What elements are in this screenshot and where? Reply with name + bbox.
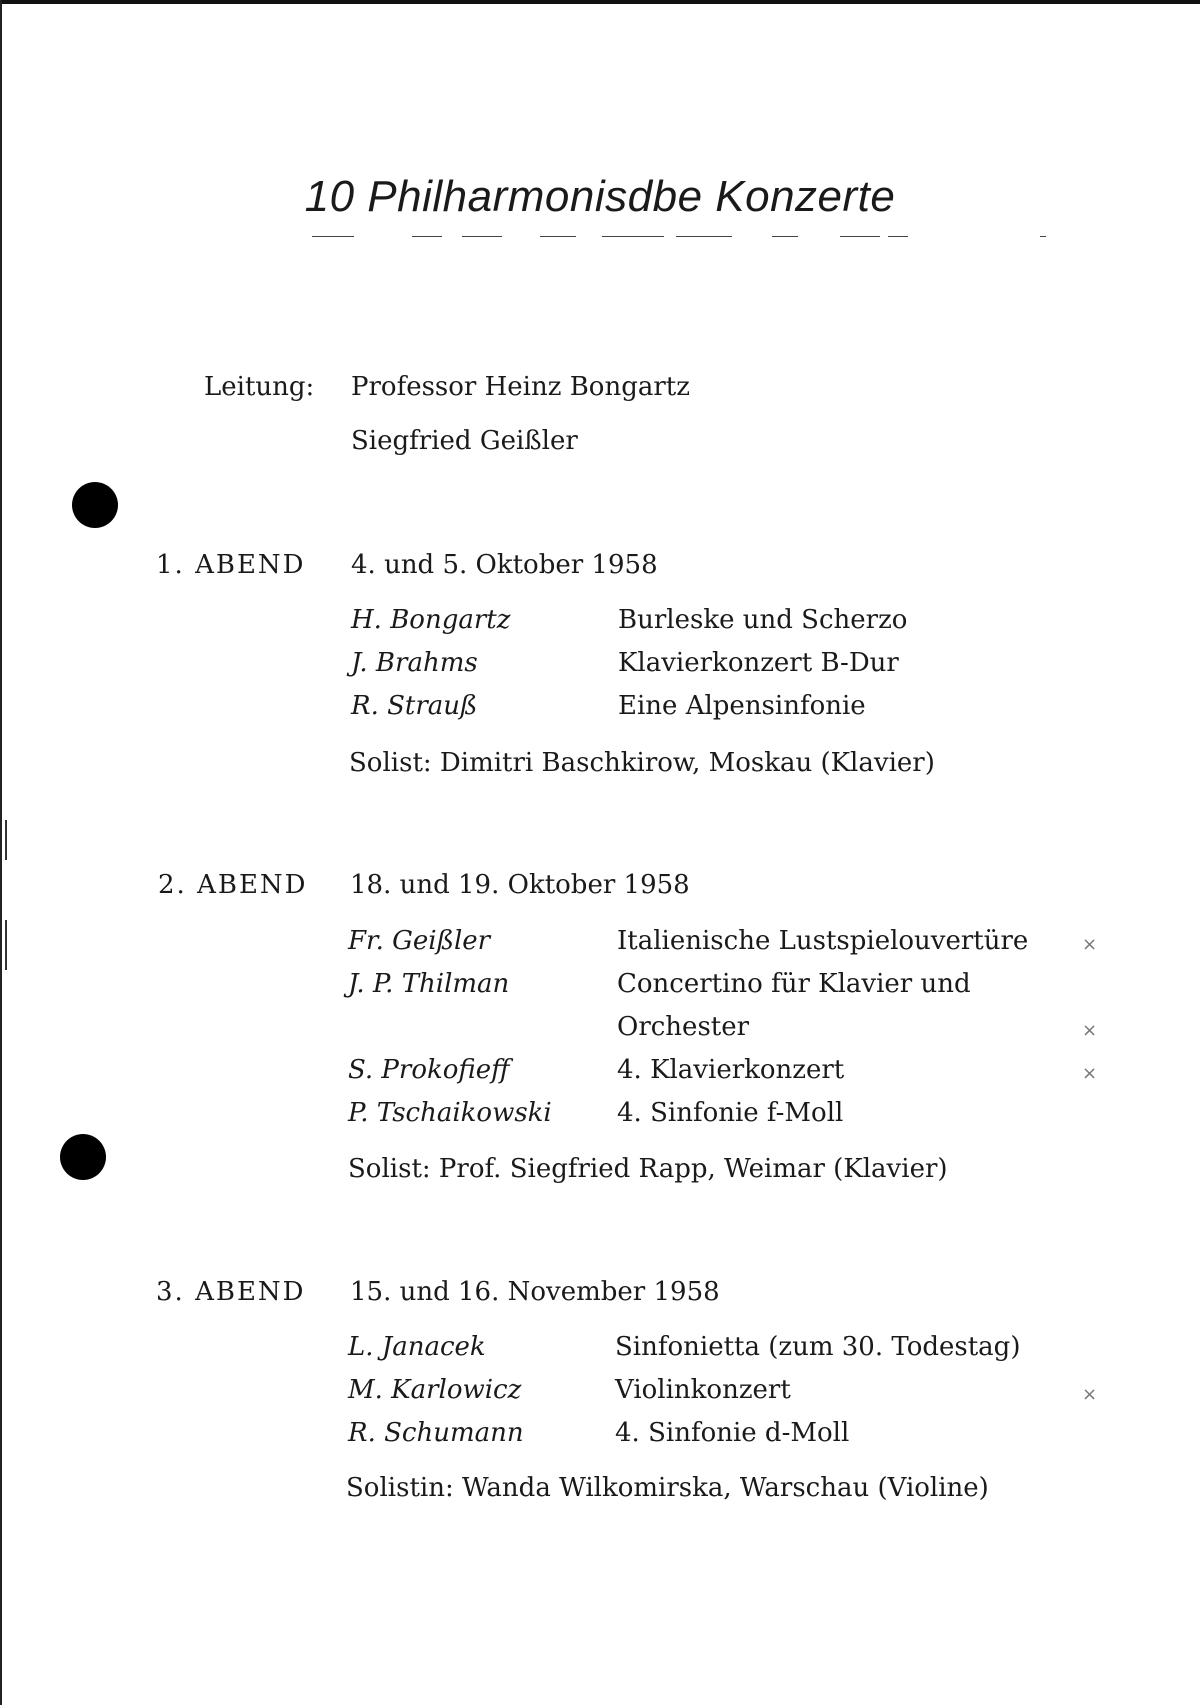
title-underline-dash xyxy=(712,236,732,237)
abend-label: 3. ABEND xyxy=(156,1277,306,1307)
composer: M. Karlowicz xyxy=(348,1375,522,1405)
conductor-name: Professor Heinz Bongartz xyxy=(351,372,690,402)
abend-date: 4. und 5. Oktober 1958 xyxy=(351,550,658,580)
composer: J. Brahms xyxy=(351,648,478,678)
margin-mark: × xyxy=(1082,1063,1098,1084)
soloist: Solist: Dimitri Baschkirow, Moskau (Klavier) xyxy=(349,748,935,778)
title-underline-dash xyxy=(772,236,798,237)
abend-label: 1. ABEND xyxy=(156,550,306,580)
work-title: Klavierkonzert B-Dur xyxy=(618,648,899,678)
work-title: Orchester xyxy=(617,1012,750,1042)
work-title: Eine Alpensinfonie xyxy=(618,691,866,721)
title-underline-dash xyxy=(602,236,664,237)
abend-label: 2. ABEND xyxy=(158,870,308,900)
composer: R. Strauß xyxy=(351,691,478,721)
soloist: Solistin: Wanda Wilkomirska, Warschau (Violine) xyxy=(346,1473,989,1503)
leitung-label: Leitung: xyxy=(204,372,315,402)
margin-mark: × xyxy=(1082,1020,1098,1041)
abend-date: 15. und 16. November 1958 xyxy=(350,1277,720,1307)
scan-edge-mark xyxy=(5,820,7,860)
title-underline-dash xyxy=(1040,236,1046,237)
title-underline-dash xyxy=(840,236,880,237)
work-title: 4. Sinfonie f-Moll xyxy=(617,1098,844,1128)
scan-left-border xyxy=(0,0,2,1705)
work-title: Sinfonietta (zum 30. Todestag) xyxy=(615,1332,1021,1362)
work-title: Italienische Lustspielouvertüre xyxy=(617,926,1029,956)
composer: S. Prokofieff xyxy=(348,1055,510,1085)
composer: L. Janacek xyxy=(348,1332,486,1362)
work-title: Concertino für Klavier und xyxy=(617,969,971,999)
work-title: Violinkonzert xyxy=(615,1375,791,1405)
composer: H. Bongartz xyxy=(351,605,511,635)
title-underline-dash xyxy=(888,236,908,237)
soloist: Solist: Prof. Siegfried Rapp, Weimar (Klavier) xyxy=(348,1154,948,1184)
title-underline-dash xyxy=(462,236,502,237)
page-title: 10 Philharmonisdbe Konzerte xyxy=(304,172,896,221)
work-title: Burleske und Scherzo xyxy=(618,605,908,635)
composer: R. Schumann xyxy=(348,1418,524,1448)
margin-mark: × xyxy=(1082,1384,1098,1405)
work-title: 4. Sinfonie d-Moll xyxy=(615,1418,850,1448)
composer: J. P. Thilman xyxy=(348,969,510,999)
punch-hole xyxy=(60,1134,106,1180)
punch-hole xyxy=(72,482,118,528)
margin-mark: × xyxy=(1082,934,1098,955)
title-underline-dash xyxy=(412,236,442,237)
title-underline-dash xyxy=(540,236,576,237)
title-underline-dash xyxy=(312,236,354,237)
composer: P. Tschaikowski xyxy=(348,1098,552,1128)
scan-edge-mark xyxy=(5,920,7,970)
composer: Fr. Geißler xyxy=(348,926,491,956)
conductor-name: Siegfried Geißler xyxy=(351,426,578,456)
work-title: 4. Klavierkonzert xyxy=(617,1055,845,1085)
scan-top-border xyxy=(0,0,1200,4)
abend-date: 18. und 19. Oktober 1958 xyxy=(350,870,690,900)
